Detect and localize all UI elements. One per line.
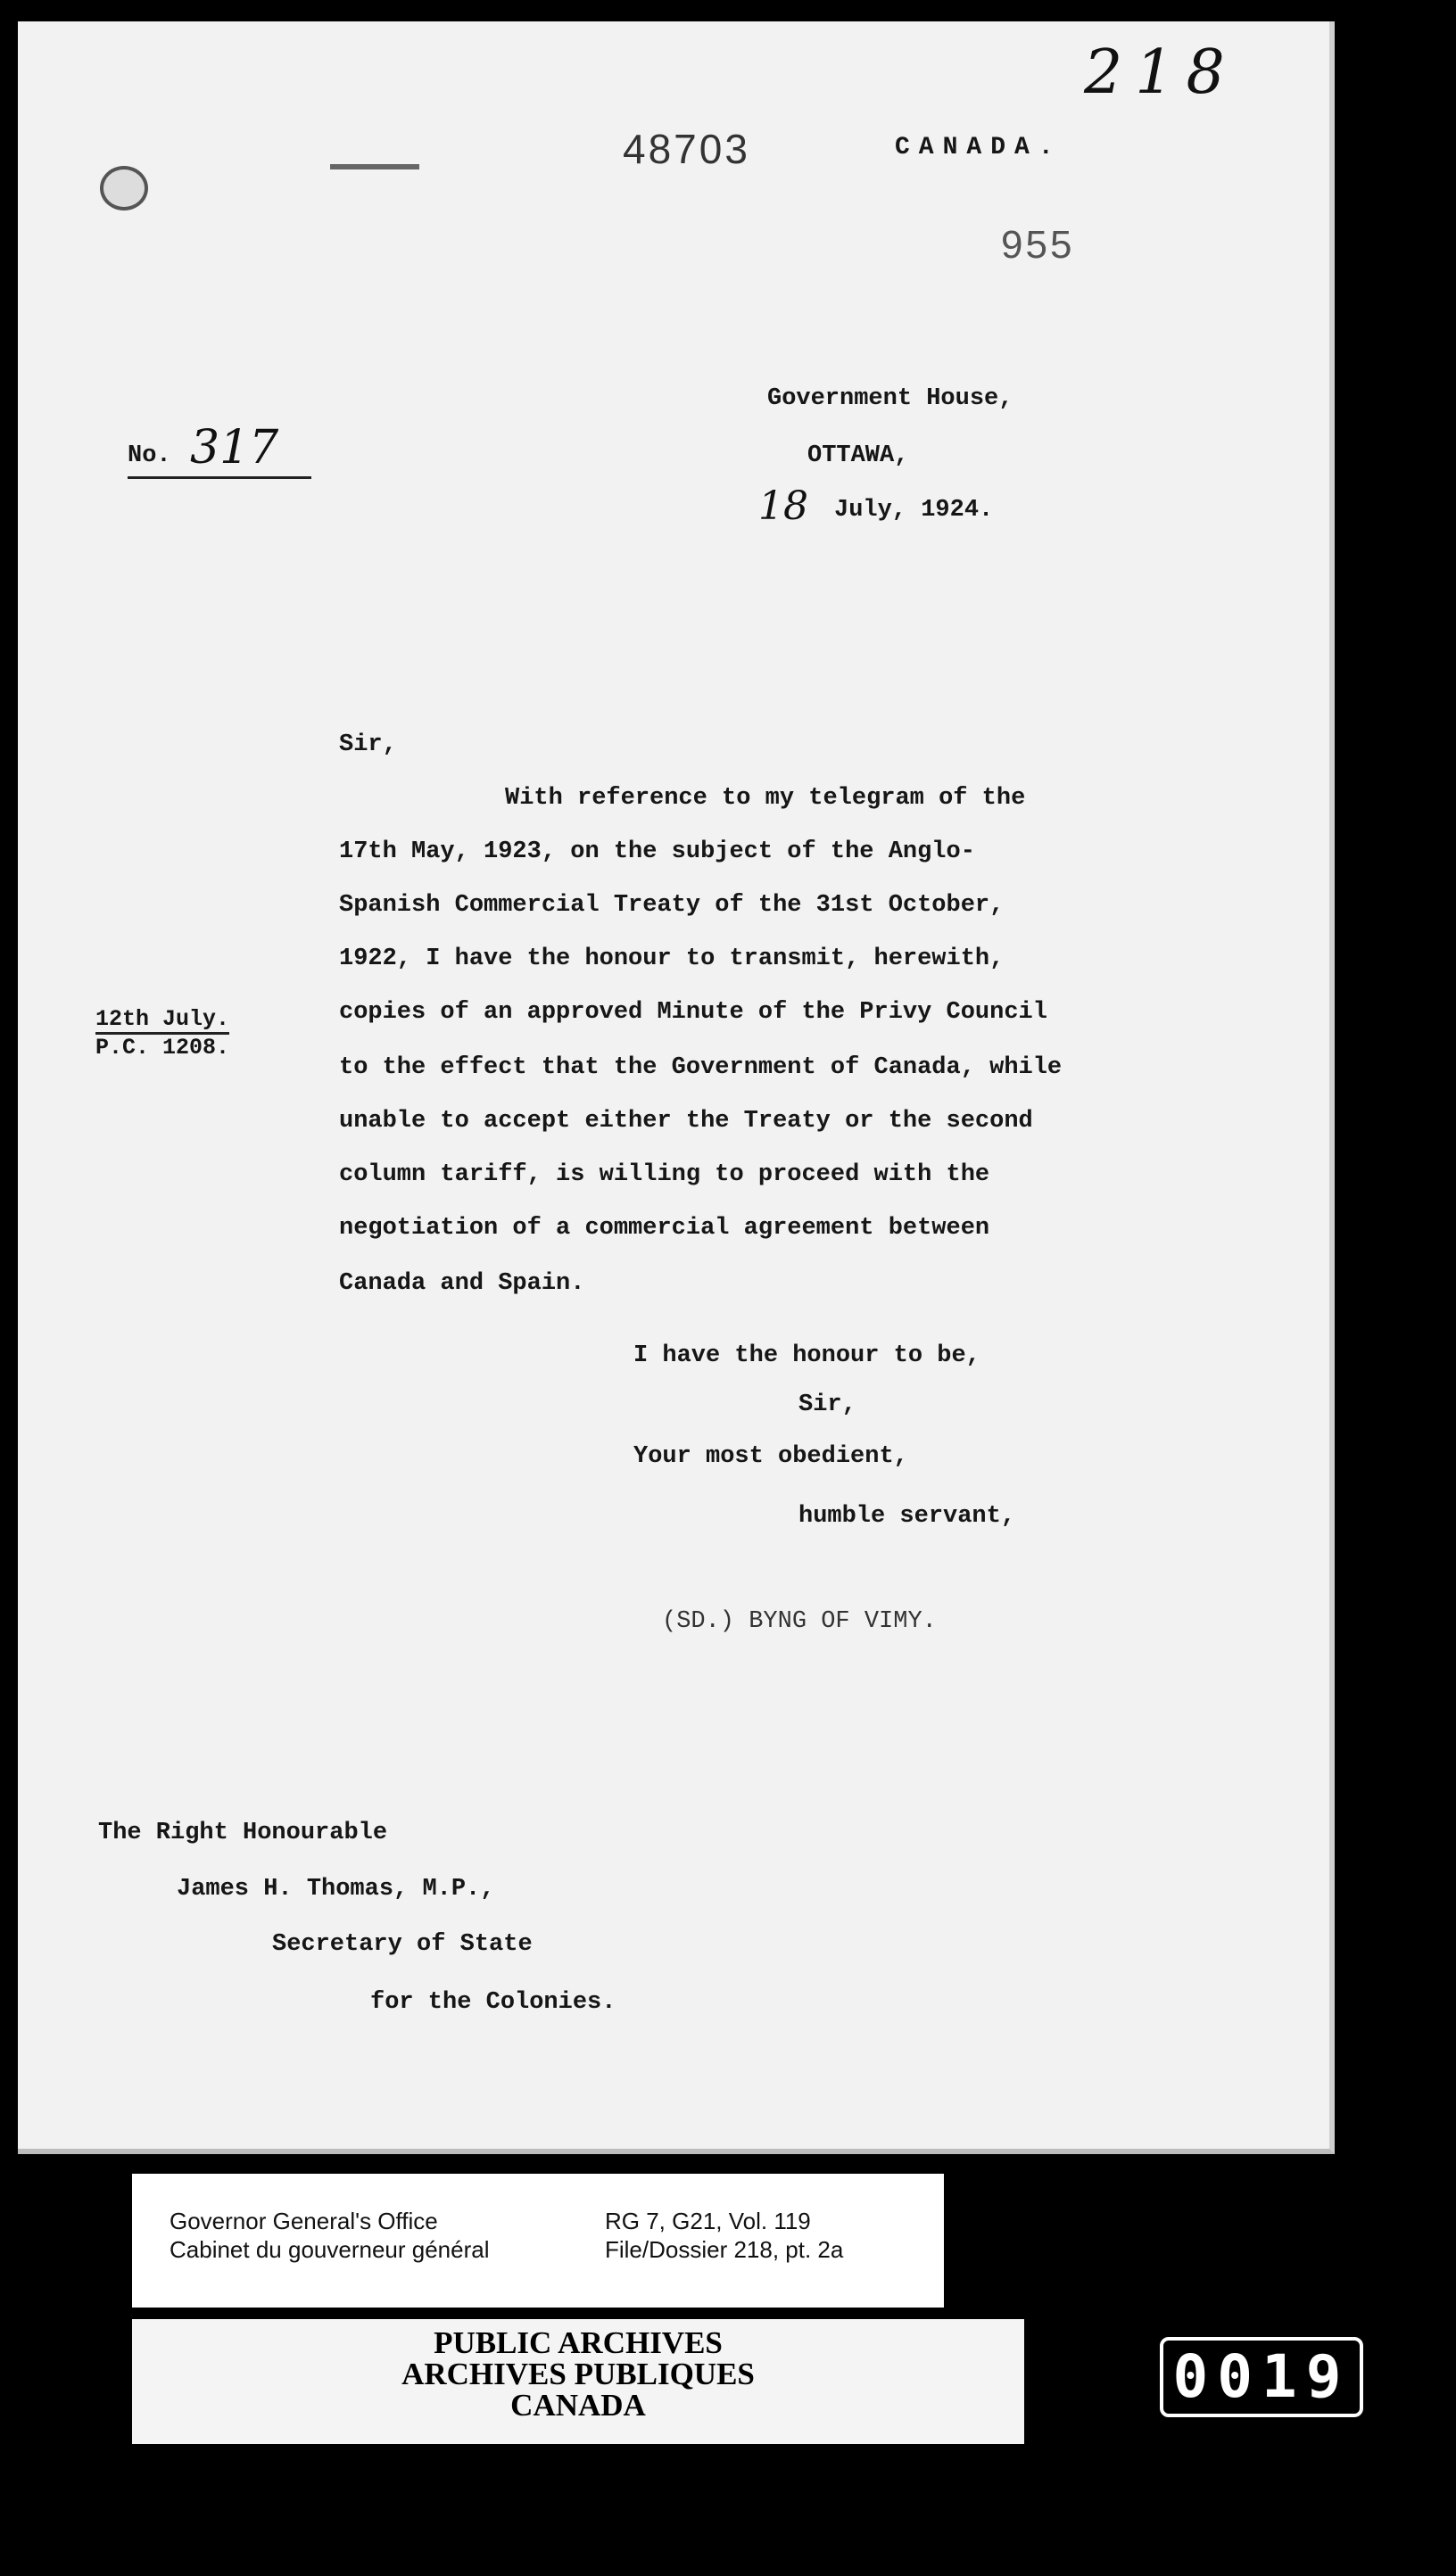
body-line: Spanish Commercial Treaty of the 31st October, — [339, 892, 1005, 919]
body-line: With reference to my telegram of the — [505, 785, 1026, 812]
closing-line: Your most obedient, — [633, 1443, 908, 1470]
margin-note-order: P.C. 1208. — [95, 1035, 230, 1061]
date-day-handwritten: 18 — [758, 483, 808, 529]
public-archives-banner — [132, 2319, 1024, 2444]
office-name-en: Governor General's Office — [170, 2208, 438, 2234]
archive-reference: RG 7, G21, Vol. 119 — [605, 2208, 811, 2234]
margin-note-date: 12th July. — [95, 1006, 229, 1035]
addressee-line-3: Secretary of State — [272, 1931, 533, 1958]
addressee-line-1: The Right Honourable — [98, 1820, 388, 1846]
banner-line-2: ARCHIVES PUBLIQUES — [401, 2357, 755, 2391]
addressee-line-4: for the Colonies. — [370, 1989, 616, 2016]
closing-line: humble servant, — [798, 1503, 1016, 1530]
address-line-1: Government House, — [767, 385, 1013, 412]
address-line-2: OTTAWA, — [807, 442, 909, 469]
body-line: 1922, I have the honour to transmit, herewith, — [339, 945, 1005, 972]
body-line: column tariff, is willing to proceed with the — [339, 1161, 990, 1188]
addressee-line-2: James H. Thomas, M.P., — [177, 1876, 495, 1903]
banner-line-3: CANADA — [510, 2388, 646, 2423]
body-line: unable to accept either the Treaty or the second — [339, 1108, 1033, 1135]
body-line: negotiation of a commercial agreement between — [339, 1215, 990, 1242]
folio-number: 218 — [1084, 37, 1237, 108]
salutation: Sir, — [339, 731, 397, 758]
stamp-number: 955 — [1001, 223, 1075, 267]
country-heading: CANADA. — [895, 134, 1063, 161]
frame-counter: 0019 — [1160, 2337, 1363, 2417]
file-number: 48703 — [623, 126, 750, 172]
closing-line: Sir, — [798, 1391, 856, 1418]
body-line: 17th May, 1923, on the subject of the Anglo- — [339, 838, 975, 865]
despatch-number — [128, 421, 311, 479]
punch-hole-mark — [100, 166, 148, 211]
archive-file: File/Dossier 218, pt. 2a — [605, 2236, 844, 2263]
body-line: to the effect that the Government of Canada, while — [339, 1054, 1063, 1081]
despatch-number-handwritten: 317 — [190, 421, 279, 475]
office-name-fr: Cabinet du gouverneur général — [170, 2236, 490, 2263]
signature: (SD.) BYNG OF VIMY. — [662, 1608, 937, 1635]
body-line: Canada and Spain. — [339, 1270, 585, 1297]
banner-line-1: PUBLIC ARCHIVES — [434, 2325, 723, 2360]
body-line: copies of an approved Minute of the Privy Council — [339, 999, 1047, 1026]
closing-line: I have the honour to be, — [633, 1342, 980, 1369]
despatch-prefix: No. — [128, 442, 171, 469]
archive-reference-label — [132, 2174, 944, 2308]
address-date: July, 1924. — [834, 497, 994, 524]
ink-dash-mark — [330, 164, 419, 169]
